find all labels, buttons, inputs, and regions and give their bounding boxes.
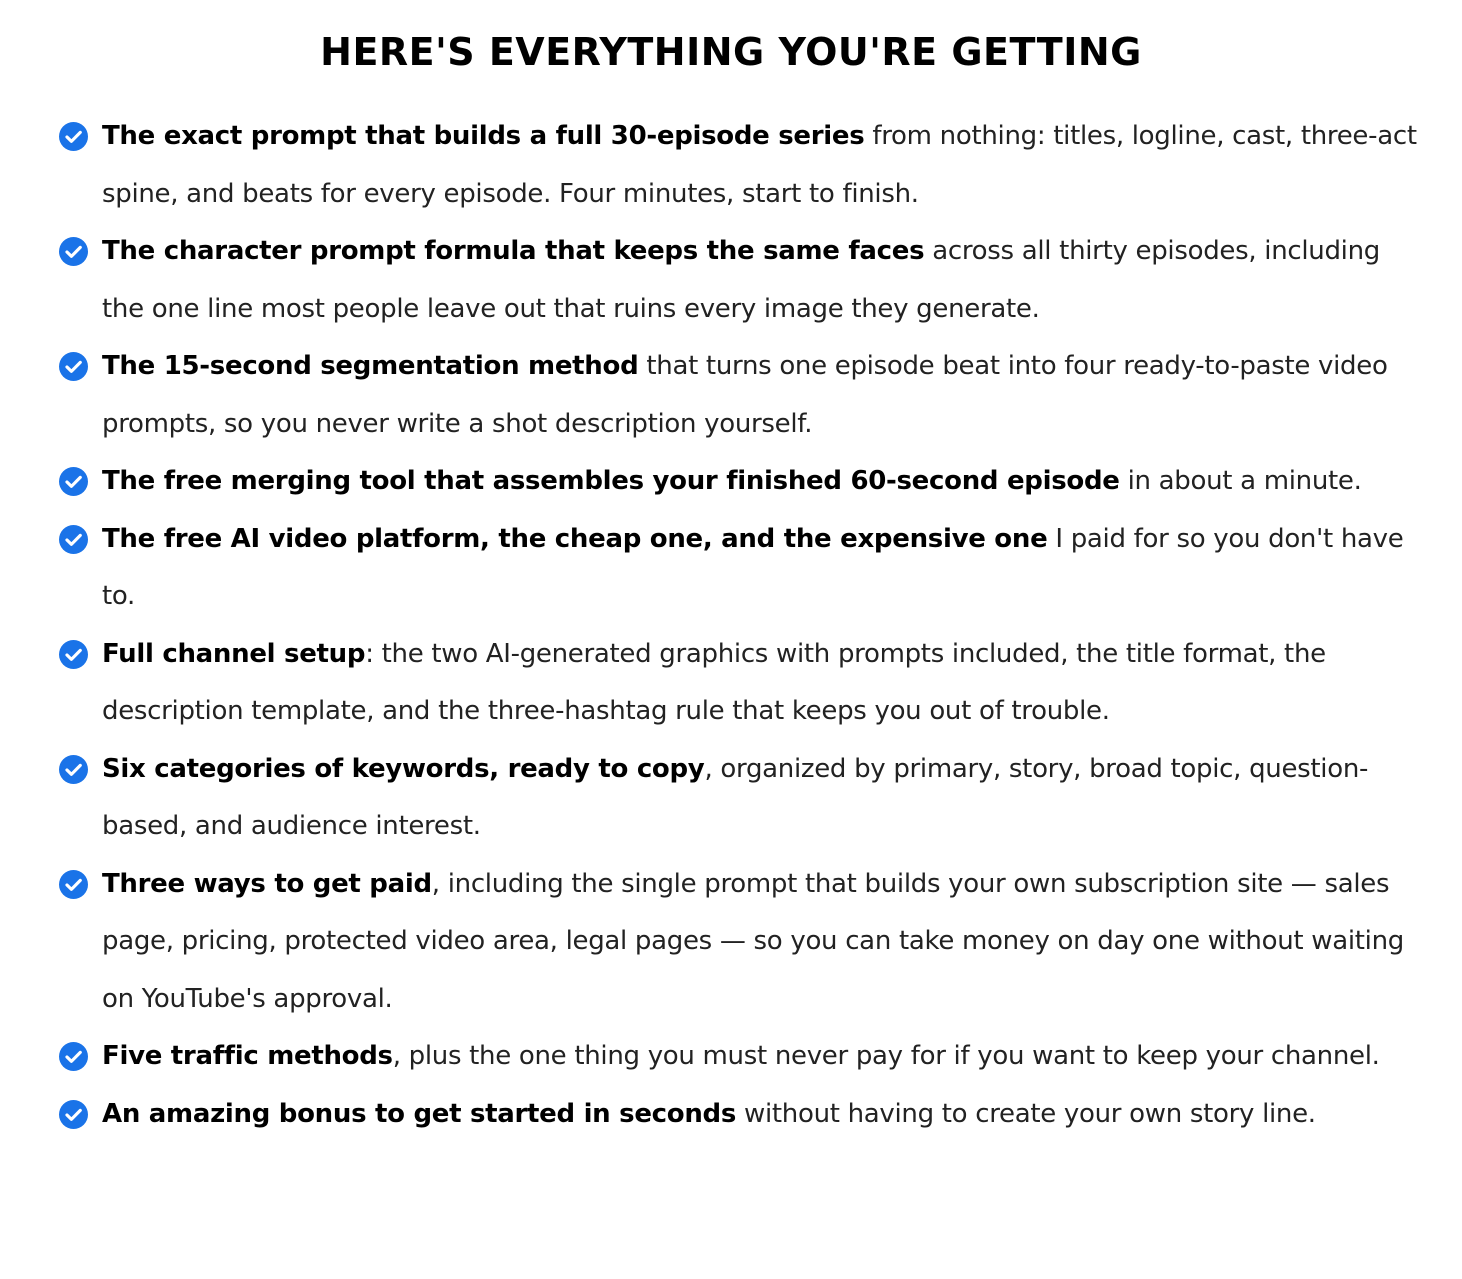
check-circle-icon — [59, 870, 88, 899]
list-item — [58, 1086, 1428, 1144]
check-circle-icon — [59, 1042, 88, 1071]
check-circle-icon — [59, 755, 88, 784]
benefit-lead: The free merging tool that assembles your finished 60-second episode — [102, 466, 1120, 496]
benefit-text: in about a minute. — [1119, 466, 1362, 496]
benefit-text: that turns one episode beat into four ready-to-paste video prompts, so you never write a shot description yourself. — [102, 351, 1388, 439]
list-item — [58, 453, 1428, 511]
benefit-text: , including the single prompt that builds your own subscription site — sales page, pricing, protected video area, legal pages — so you can take money on day one without waiting on YouTube's approval. — [102, 868, 1404, 1014]
page-title: HERE'S EVERYTHING YOU'RE GETTING — [320, 30, 1142, 74]
benefit-lead: Six categories of keywords, ready to copy — [102, 753, 705, 784]
benefit-text: from nothing: titles, logline, cast, three-act spine, and beats for every episode. Four minutes, start to finish. — [102, 121, 1417, 209]
benefit-text: without having to create your own story line. — [736, 1098, 1316, 1129]
benefit-lead: An amazing bonus to get started in seconds — [102, 1098, 737, 1129]
benefit-lead: Five traffic methods — [102, 1041, 393, 1071]
list-item — [58, 511, 1428, 626]
benefit-lead: The exact prompt that builds a full 30-episode series — [102, 121, 865, 151]
benefit-text: across all thirty episodes, including the one line most people leave out that ruins every image they generate. — [102, 236, 1380, 324]
check-circle-icon — [59, 467, 88, 496]
list-item — [58, 856, 1428, 1029]
benefit-lead: The character prompt formula that keeps the same faces — [102, 236, 925, 266]
check-circle-icon — [59, 352, 88, 381]
benefit-text: , organized by primary, story, broad topic, question-based, and audience interest. — [102, 753, 1369, 841]
benefit-text: , plus the one thing you must never pay for if you want to keep your channel. — [392, 1041, 1380, 1071]
check-circle-icon — [59, 1100, 88, 1129]
check-circle-icon — [59, 122, 88, 151]
check-circle-icon — [59, 525, 88, 554]
benefit-lead: Full channel setup — [102, 638, 366, 669]
list-item — [58, 338, 1428, 453]
list-item — [58, 626, 1428, 741]
benefit-lead: The 15-second segmentation method — [102, 351, 639, 381]
check-circle-icon — [59, 640, 88, 669]
benefit-lead: Three ways to get paid — [102, 868, 432, 899]
benefit-lead: The free AI video platform, the cheap one, and the expensive one — [102, 523, 1048, 554]
check-circle-icon — [59, 237, 88, 266]
benefit-text: : the two AI-generated graphics with prompts included, the title format, the description template, and the three-hashtag rule that keeps you out of trouble. — [102, 638, 1326, 726]
list-item — [58, 1028, 1428, 1086]
benefits-list — [58, 108, 1428, 1143]
list-item — [58, 108, 1428, 223]
list-item — [58, 741, 1428, 856]
benefit-text: I paid for so you don't have to. — [102, 523, 1404, 611]
list-item — [58, 223, 1428, 338]
